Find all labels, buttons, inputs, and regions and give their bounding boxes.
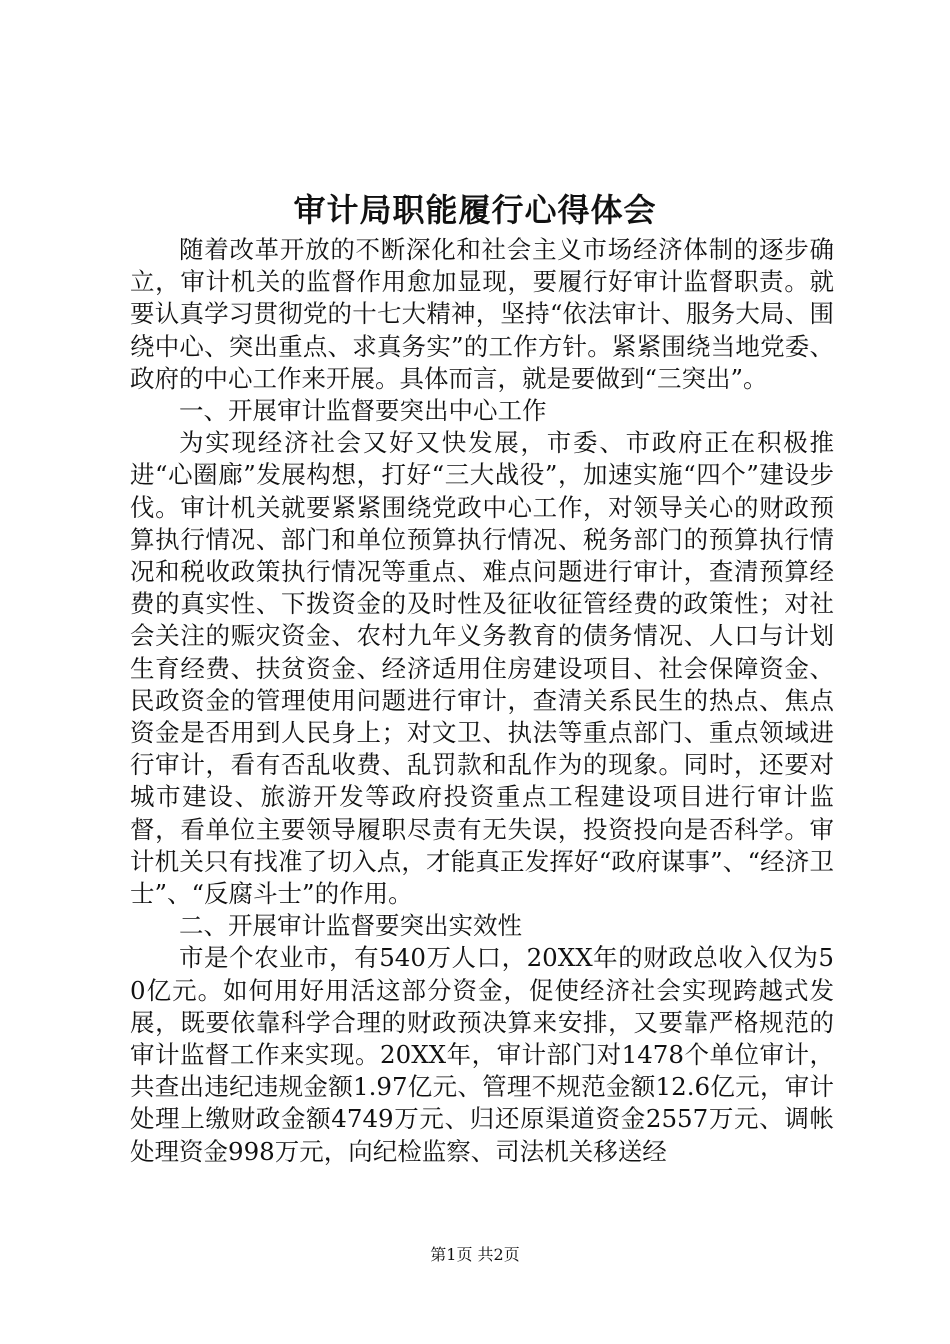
section-heading-1: 一、开展审计监督要突出中心工作: [179, 396, 547, 426]
page-footer: 第1页 共2页: [430, 1245, 520, 1264]
paragraph-section-2: 市是个农业市，有540万人口，20XX年的财政总收入仅为50亿元。如何用好用活这部分资金，促使经济社会实现跨越式发展，既要依靠科学合理的财政预决算来安排，又要靠严格规范的审计监督工作来实现。20XX年，审计部门对1478个单位审计，共查出违纪违规金额1.97亿元、管理不规范金额12.6亿元，审计处理上缴财政金额4749万元、归还原渠道资金2557万元、调帐处理资金998万元，向纪检监察、司法机关移送经: [130, 943, 834, 1166]
section-heading-2: 二、开展审计监督要突出实效性: [179, 911, 522, 941]
paragraph-intro: 随着改革开放的不断深化和社会主义市场经济体制的逐步确立，审计机关的监督作用愈加显现，要履行好审计监督职责。就要认真学习贯彻党的十七大精神，坚持“依法审计、服务大局、围绕中心、突出重点、求真务实”的工作方针。紧紧围绕当地党委、政府的中心工作来开展。具体而言，就是要做到“三突出”。: [130, 235, 834, 393]
document-title: 审计局职能履行心得体会: [293, 191, 657, 229]
paragraph-section-1: 为实现经济社会又好又快发展，市委、市政府正在积极推进“心圈廊”发展构想，打好“三大战役”，加速实施“四个”建设步伐。审计机关就要紧紧围绕党政中心工作，对领导关心的财政预算执行情况、部门和单位预算执行情况、税务部门的预算执行情况和税收政策执行情况等重点、难点问题进行审计，查清预算经费的真实性、下拨资金的及时性及征收征管经费的政策性；对社会关注的赈灾资金、农村九年义务教育的债务情况、人口与计划生育经费、扶贫资金、经济适用住房建设项目、社会保障资金、民政资金的管理使用问题进行审计，查清关系民生的热点、焦点资金是否用到人民身上；对文卫、执法等重点部门、重点领域进行审计，看有否乱收费、乱罚款和乱作为的现象。同时，还要对城市建设、旅游开发等政府投资重点工程建设项目进行审计监督，看单位主要领导履职尽责有无失误，投资投向是否科学。审计机关只有找准了切入点，才能真正发挥好“政府谋事”、“经济卫士”、“反腐斗士”的作用。: [130, 428, 834, 909]
document-body: [130, 234, 834, 1168]
